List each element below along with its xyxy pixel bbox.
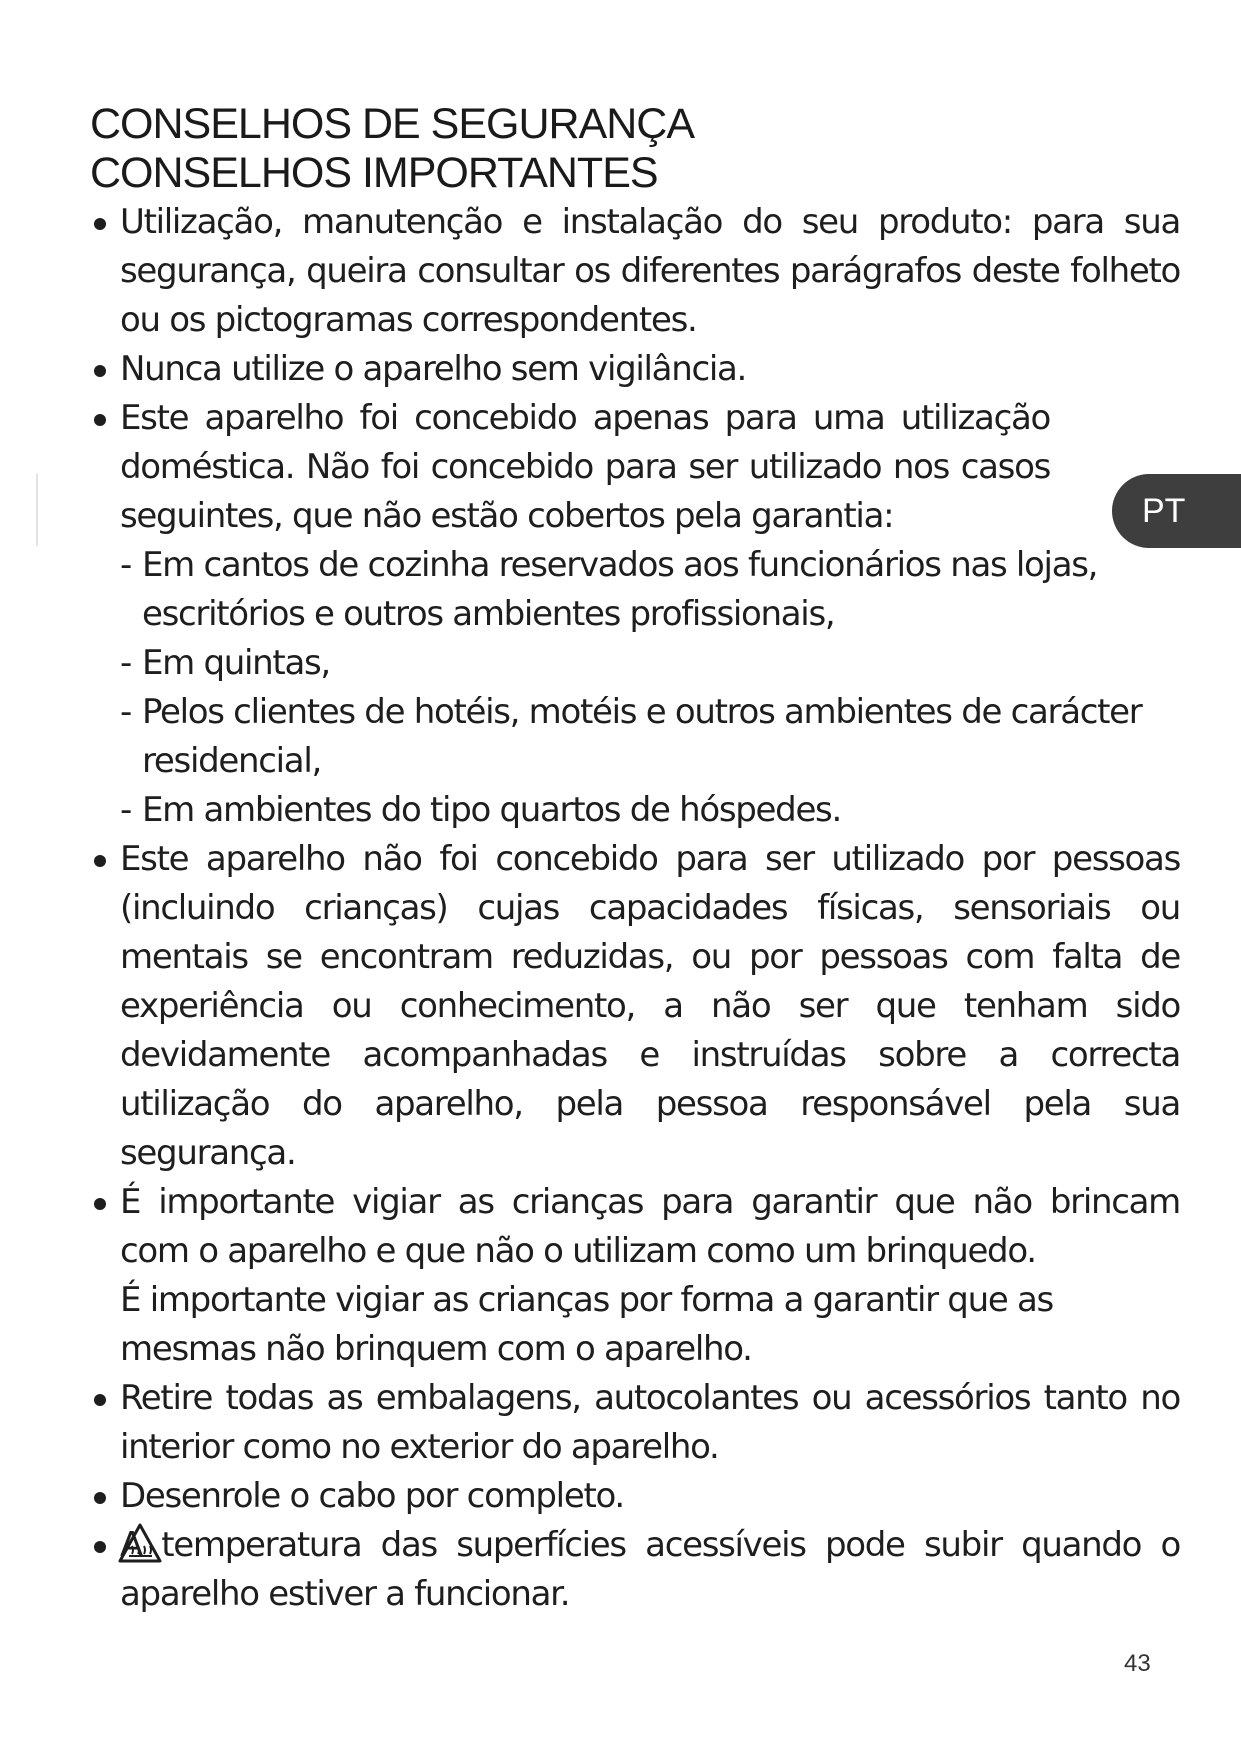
dash-marker: - [120, 692, 131, 732]
sub-list-item-text: Em quintas, [142, 643, 330, 683]
bullet-icon [94, 855, 106, 867]
list-item-text: Utilização, manutenção e instalação do seu produto: para sua segurança, queira consultar os diferentes parágrafos deste folheto ou os pictogramas correspondentes. [120, 202, 1180, 340]
list-item [90, 394, 1180, 541]
list-item [90, 1178, 1180, 1374]
list-item-text: Este aparelho foi concebido apenas para uma utilização doméstica. Não foi concebido para ser utilizado nos casos seguintes, que não estão cobertos pela garantia: [120, 398, 1050, 536]
list-item-text: A temperatura das superfícies acessíveis pode subir quando o aparelho estiver a funcionar. [120, 1525, 1180, 1614]
page-number: 43 [1124, 1650, 1151, 1677]
language-tab: PT [1112, 474, 1241, 548]
dash-marker: - [120, 643, 131, 683]
bullet-icon [94, 1541, 106, 1553]
list-item [90, 1374, 1180, 1472]
sub-list-item [90, 639, 1180, 688]
heading-block [90, 100, 694, 198]
dash-marker: - [120, 545, 131, 585]
page-subtitle: CONSELHOS IMPORTANTES [90, 149, 658, 197]
sub-list-item-text: Em cantos de cozinha reservados aos funcionários nas lojas, escritórios e outros ambientes profissionais, [142, 545, 1098, 634]
page-title: CONSELHOS DE SEGURANÇA [90, 100, 695, 148]
list-item-text: Desenrole o cabo por completo. [120, 1476, 624, 1516]
sub-list-item-text: Em ambientes do tipo quartos de hóspedes. [142, 790, 841, 830]
bullet-icon [94, 1492, 106, 1504]
bullet-icon [94, 218, 106, 230]
list-item [90, 1472, 1180, 1521]
list-item-text: É importante vigiar as crianças para garantir que não brincam com o aparelho e que não o utilizam como um brinquedo. [120, 1182, 1180, 1271]
list-item-text: Retire todas as embalagens, autocolantes ou acessórios tanto no interior como no exterior do aparelho. [120, 1378, 1180, 1467]
sub-list-item [90, 541, 1180, 639]
sub-list-item [90, 688, 1180, 786]
list-item [90, 835, 1180, 1178]
list-item [90, 1521, 1180, 1619]
safety-list [90, 198, 1180, 1619]
bullet-icon [94, 414, 106, 426]
margin-mark [36, 474, 38, 546]
list-item [90, 198, 1180, 345]
list-item-text: Este aparelho não foi concebido para ser utilizado por pessoas (incluindo crianças) cujas capacidades físicas, sensoriais ou mentais se encontram reduzidas, ou por pessoas com falta de experiência ou conhecimento, a não ser que tenham sido devidamente acompanhadas e instruídas sobre a correcta utilização do aparelho, pela pessoa responsável pela sua segurança. [120, 839, 1180, 1173]
list-item-note: É importante vigiar as crianças por forma a garantir que as mesmas não brinquem com o aparelho. [120, 1280, 1053, 1369]
list-item-text: Nunca utilize o aparelho sem vigilância. [120, 349, 747, 389]
sub-list-item [90, 786, 1180, 835]
dash-marker: - [120, 790, 131, 830]
hot-surface-warning-icon [118, 1523, 162, 1563]
bullet-icon [94, 365, 106, 377]
bullet-icon [94, 1198, 106, 1210]
list-item [90, 345, 1180, 394]
bullet-icon [94, 1394, 106, 1406]
sub-list-item-text: Pelos clientes de hotéis, motéis e outros ambientes de carácter residencial, [142, 692, 1142, 781]
